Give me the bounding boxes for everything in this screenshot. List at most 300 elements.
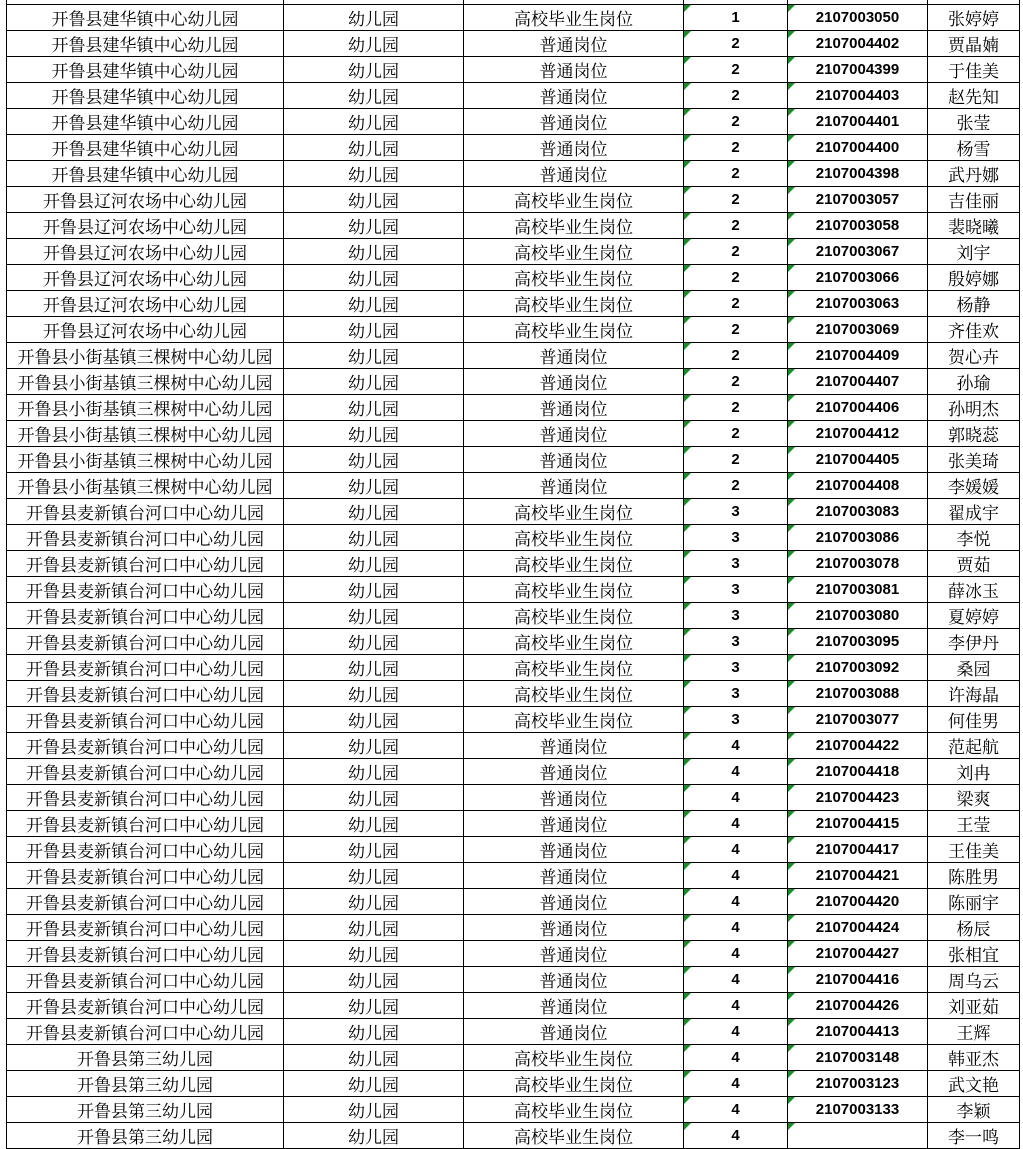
cell-position[interactable] xyxy=(464,316,684,342)
cell-count-text: 4 xyxy=(731,1100,740,1118)
cell-position[interactable] xyxy=(464,290,684,316)
cell-name[interactable] xyxy=(928,680,1020,706)
cell-exam_id-text: 2107004407 xyxy=(815,372,900,390)
cell-position[interactable] xyxy=(464,888,684,914)
cell-exam_id[interactable] xyxy=(788,56,928,82)
cell-name[interactable] xyxy=(928,654,1020,680)
cell-exam_id[interactable] xyxy=(788,758,928,784)
cell-category-text: 幼儿园 xyxy=(348,269,399,289)
cell-count[interactable] xyxy=(684,342,788,368)
cell-count[interactable] xyxy=(684,628,788,654)
table-row xyxy=(7,784,1020,810)
cell-count-text: 4 xyxy=(731,788,740,806)
cell-school[interactable] xyxy=(7,836,284,862)
cell-school[interactable] xyxy=(7,264,284,290)
cell-count[interactable] xyxy=(684,1070,788,1096)
cell-exam_id[interactable] xyxy=(788,992,928,1018)
cell-exam_id-text: 2107004402 xyxy=(815,34,900,52)
cell-exam_id[interactable] xyxy=(788,706,928,732)
cell-name[interactable] xyxy=(928,810,1020,836)
cell-school[interactable] xyxy=(7,524,284,550)
cell-name[interactable] xyxy=(928,472,1020,498)
cell-exam_id[interactable] xyxy=(788,446,928,472)
cell-count[interactable] xyxy=(684,4,788,30)
cell-school[interactable] xyxy=(7,654,284,680)
cell-name-text: 王辉 xyxy=(956,1023,991,1043)
cell-position[interactable] xyxy=(464,342,684,368)
cell-name-text: 孙明杰 xyxy=(948,399,999,419)
cell-school[interactable] xyxy=(7,1096,284,1122)
cell-exam_id[interactable] xyxy=(788,888,928,914)
cell-position[interactable] xyxy=(464,1044,684,1070)
cell-name[interactable] xyxy=(928,498,1020,524)
cell-school[interactable] xyxy=(7,914,284,940)
cell-position-text: 普通岗位 xyxy=(539,139,608,159)
cell-count[interactable] xyxy=(684,966,788,992)
cell-category[interactable] xyxy=(284,1070,464,1096)
cell-school[interactable] xyxy=(7,342,284,368)
cell-category[interactable] xyxy=(284,108,464,134)
cell-count[interactable] xyxy=(684,810,788,836)
cell-category[interactable] xyxy=(284,420,464,446)
cell-school[interactable] xyxy=(7,550,284,576)
cell-name[interactable] xyxy=(928,108,1020,134)
text-format-flag-icon xyxy=(788,473,795,480)
cell-school[interactable] xyxy=(7,4,284,30)
cell-name[interactable] xyxy=(928,940,1020,966)
cell-exam_id[interactable] xyxy=(788,836,928,862)
cell-school[interactable] xyxy=(7,186,284,212)
cell-name[interactable] xyxy=(928,4,1020,30)
cell-exam_id[interactable] xyxy=(788,940,928,966)
cell-name[interactable] xyxy=(928,238,1020,264)
cell-exam_id-text: 2107004399 xyxy=(815,60,900,78)
cell-name[interactable] xyxy=(928,446,1020,472)
cell-exam_id[interactable] xyxy=(788,134,928,160)
cell-count[interactable] xyxy=(684,654,788,680)
cell-exam_id[interactable] xyxy=(788,498,928,524)
cell-position[interactable] xyxy=(464,784,684,810)
cell-count[interactable] xyxy=(684,316,788,342)
cell-category[interactable] xyxy=(284,706,464,732)
text-format-flag-icon xyxy=(788,889,795,896)
cell-name[interactable] xyxy=(928,290,1020,316)
cell-name[interactable] xyxy=(928,576,1020,602)
cell-category[interactable] xyxy=(284,30,464,56)
cell-position[interactable] xyxy=(464,108,684,134)
cell-school[interactable] xyxy=(7,134,284,160)
text-format-flag-icon xyxy=(788,1097,795,1104)
cell-school[interactable] xyxy=(7,810,284,836)
cell-school[interactable] xyxy=(7,1070,284,1096)
cell-school[interactable] xyxy=(7,472,284,498)
cell-position[interactable] xyxy=(464,4,684,30)
cell-position[interactable] xyxy=(464,394,684,420)
cell-category[interactable] xyxy=(284,836,464,862)
text-format-flag-icon xyxy=(788,161,795,168)
cell-count[interactable] xyxy=(684,472,788,498)
cell-category[interactable] xyxy=(284,4,464,30)
cell-school[interactable] xyxy=(7,498,284,524)
cell-count[interactable] xyxy=(684,108,788,134)
cell-exam_id[interactable] xyxy=(788,342,928,368)
cell-position[interactable] xyxy=(464,628,684,654)
cell-position[interactable] xyxy=(464,966,684,992)
cell-count[interactable] xyxy=(684,160,788,186)
cell-category[interactable] xyxy=(284,82,464,108)
cell-name[interactable] xyxy=(928,914,1020,940)
cell-position[interactable] xyxy=(464,654,684,680)
cell-exam_id[interactable] xyxy=(788,524,928,550)
cell-school[interactable] xyxy=(7,82,284,108)
cell-exam_id[interactable] xyxy=(788,264,928,290)
cell-school[interactable] xyxy=(7,420,284,446)
cell-position[interactable] xyxy=(464,758,684,784)
cell-category[interactable] xyxy=(284,290,464,316)
cell-count[interactable] xyxy=(684,30,788,56)
cell-position[interactable] xyxy=(464,238,684,264)
cell-school-text: 开鲁县小街基镇三棵树中心幼儿园 xyxy=(17,425,273,445)
cell-category[interactable] xyxy=(284,550,464,576)
cell-exam_id[interactable] xyxy=(788,186,928,212)
cell-category[interactable] xyxy=(284,732,464,758)
cell-school[interactable] xyxy=(7,1122,284,1148)
cell-exam_id[interactable] xyxy=(788,1018,928,1044)
cell-position[interactable] xyxy=(464,498,684,524)
cell-category[interactable] xyxy=(284,160,464,186)
cell-name[interactable] xyxy=(928,602,1020,628)
cell-category[interactable] xyxy=(284,498,464,524)
cell-count[interactable] xyxy=(684,914,788,940)
cell-category[interactable] xyxy=(284,1018,464,1044)
cell-count[interactable] xyxy=(684,836,788,862)
cell-name[interactable] xyxy=(928,732,1020,758)
cell-exam_id-text: 2107004400 xyxy=(815,138,900,156)
cell-exam_id[interactable] xyxy=(788,680,928,706)
cell-exam_id[interactable] xyxy=(788,862,928,888)
cell-count[interactable] xyxy=(684,420,788,446)
cell-name[interactable] xyxy=(928,836,1020,862)
cell-category[interactable] xyxy=(284,810,464,836)
cell-count[interactable] xyxy=(684,1122,788,1148)
cell-exam_id[interactable] xyxy=(788,1096,928,1122)
cell-exam_id-text: 2107003095 xyxy=(815,632,900,650)
cell-school[interactable] xyxy=(7,394,284,420)
cell-count[interactable] xyxy=(684,82,788,108)
cell-name[interactable] xyxy=(928,1122,1020,1148)
cell-count[interactable] xyxy=(684,732,788,758)
cell-position[interactable] xyxy=(464,1096,684,1122)
cell-school[interactable] xyxy=(7,602,284,628)
cell-name[interactable] xyxy=(928,1096,1020,1122)
cell-position[interactable] xyxy=(464,186,684,212)
cell-position-text: 高校毕业生岗位 xyxy=(514,711,633,731)
cell-position[interactable] xyxy=(464,1070,684,1096)
cell-name[interactable] xyxy=(928,966,1020,992)
cell-position[interactable] xyxy=(464,576,684,602)
cell-category[interactable] xyxy=(284,212,464,238)
cell-position[interactable] xyxy=(464,56,684,82)
cell-category[interactable] xyxy=(284,940,464,966)
cell-category[interactable] xyxy=(284,316,464,342)
cell-exam_id[interactable] xyxy=(788,784,928,810)
cell-count[interactable] xyxy=(684,706,788,732)
cell-name[interactable] xyxy=(928,420,1020,446)
cell-count[interactable] xyxy=(684,550,788,576)
cell-school[interactable] xyxy=(7,862,284,888)
cell-count[interactable] xyxy=(684,264,788,290)
cell-category[interactable] xyxy=(284,628,464,654)
cell-school[interactable] xyxy=(7,706,284,732)
cell-exam_id[interactable] xyxy=(788,82,928,108)
text-format-flag-icon xyxy=(788,57,795,64)
cell-count-text: 4 xyxy=(731,1048,740,1066)
cell-category[interactable] xyxy=(284,1044,464,1070)
cell-school[interactable] xyxy=(7,108,284,134)
cell-category[interactable] xyxy=(284,394,464,420)
cell-count[interactable] xyxy=(684,1044,788,1070)
cell-school[interactable] xyxy=(7,160,284,186)
cell-school[interactable] xyxy=(7,888,284,914)
cell-category[interactable] xyxy=(284,680,464,706)
cell-position[interactable] xyxy=(464,992,684,1018)
cell-name[interactable] xyxy=(928,82,1020,108)
cell-school[interactable] xyxy=(7,784,284,810)
cell-name[interactable] xyxy=(928,862,1020,888)
cell-school-text: 开鲁县辽河农场中心幼儿园 xyxy=(43,243,247,263)
cell-name[interactable] xyxy=(928,134,1020,160)
cell-count[interactable] xyxy=(684,992,788,1018)
cell-name[interactable] xyxy=(928,1070,1020,1096)
cell-name[interactable] xyxy=(928,1044,1020,1070)
cell-position[interactable] xyxy=(464,732,684,758)
cell-category[interactable] xyxy=(284,992,464,1018)
cell-category[interactable] xyxy=(284,758,464,784)
cell-count[interactable] xyxy=(684,186,788,212)
cell-school[interactable] xyxy=(7,238,284,264)
cell-name[interactable] xyxy=(928,394,1020,420)
cell-exam_id[interactable] xyxy=(788,108,928,134)
cell-category[interactable] xyxy=(284,966,464,992)
cell-exam_id[interactable] xyxy=(788,576,928,602)
cell-exam_id[interactable] xyxy=(788,316,928,342)
cell-name[interactable] xyxy=(928,1018,1020,1044)
cell-school[interactable] xyxy=(7,446,284,472)
cell-count[interactable] xyxy=(684,680,788,706)
cell-exam_id[interactable] xyxy=(788,602,928,628)
cell-exam_id[interactable] xyxy=(788,30,928,56)
cell-count[interactable] xyxy=(684,1018,788,1044)
cell-school[interactable] xyxy=(7,56,284,82)
cell-exam_id[interactable] xyxy=(788,368,928,394)
cell-school[interactable] xyxy=(7,992,284,1018)
cell-exam_id[interactable] xyxy=(788,420,928,446)
cell-school[interactable] xyxy=(7,628,284,654)
cell-school-text: 开鲁县第三幼儿园 xyxy=(77,1127,213,1147)
cell-position[interactable] xyxy=(464,706,684,732)
cell-position[interactable] xyxy=(464,680,684,706)
cell-count[interactable] xyxy=(684,290,788,316)
cell-exam_id[interactable] xyxy=(788,654,928,680)
cell-exam_id[interactable] xyxy=(788,732,928,758)
cell-category[interactable] xyxy=(284,238,464,264)
cell-name[interactable] xyxy=(928,628,1020,654)
cell-exam_id[interactable] xyxy=(788,472,928,498)
cell-position[interactable] xyxy=(464,1122,684,1148)
cell-exam_id[interactable] xyxy=(788,394,928,420)
cell-exam_id-text: 2107003123 xyxy=(815,1074,900,1092)
cell-school[interactable] xyxy=(7,576,284,602)
cell-category[interactable] xyxy=(284,914,464,940)
text-format-flag-icon xyxy=(788,941,795,948)
cell-name[interactable] xyxy=(928,160,1020,186)
cell-name[interactable] xyxy=(928,368,1020,394)
cell-count-text: 2 xyxy=(731,294,740,312)
cell-category[interactable] xyxy=(284,342,464,368)
cell-position[interactable] xyxy=(464,30,684,56)
cell-count[interactable] xyxy=(684,1096,788,1122)
cell-category[interactable] xyxy=(284,56,464,82)
cell-position[interactable] xyxy=(464,160,684,186)
cell-exam_id-text: 2107003067 xyxy=(815,242,900,260)
cell-count[interactable] xyxy=(684,394,788,420)
cell-name-text: 翟成宇 xyxy=(948,503,999,523)
cell-count[interactable] xyxy=(684,446,788,472)
cell-school[interactable] xyxy=(7,1044,284,1070)
cell-school[interactable] xyxy=(7,758,284,784)
cell-count[interactable] xyxy=(684,758,788,784)
cell-category[interactable] xyxy=(284,888,464,914)
cell-category[interactable] xyxy=(284,654,464,680)
cell-category[interactable] xyxy=(284,186,464,212)
cell-school-text: 开鲁县麦新镇台河口中心幼儿园 xyxy=(26,997,264,1017)
cell-category[interactable] xyxy=(284,1122,464,1148)
cell-count[interactable] xyxy=(684,862,788,888)
cell-position[interactable] xyxy=(464,82,684,108)
cell-school[interactable] xyxy=(7,316,284,342)
cell-position[interactable] xyxy=(464,212,684,238)
cell-name[interactable] xyxy=(928,888,1020,914)
cell-category[interactable] xyxy=(284,368,464,394)
cell-exam_id[interactable] xyxy=(788,914,928,940)
cell-count-text: 4 xyxy=(731,762,740,780)
cell-name[interactable] xyxy=(928,30,1020,56)
cell-count[interactable] xyxy=(684,602,788,628)
cell-position[interactable] xyxy=(464,420,684,446)
cell-exam_id[interactable] xyxy=(788,550,928,576)
cell-position[interactable] xyxy=(464,446,684,472)
cell-exam_id[interactable] xyxy=(788,212,928,238)
cell-exam_id[interactable] xyxy=(788,4,928,30)
cell-count[interactable] xyxy=(684,576,788,602)
cell-count[interactable] xyxy=(684,212,788,238)
cell-position[interactable] xyxy=(464,940,684,966)
cell-category[interactable] xyxy=(284,576,464,602)
cell-exam_id[interactable] xyxy=(788,1122,928,1148)
cell-exam_id[interactable] xyxy=(788,628,928,654)
cell-name[interactable] xyxy=(928,784,1020,810)
cell-position[interactable] xyxy=(464,914,684,940)
cell-position[interactable] xyxy=(464,862,684,888)
cell-exam_id[interactable] xyxy=(788,1070,928,1096)
cell-name[interactable] xyxy=(928,316,1020,342)
cell-count[interactable] xyxy=(684,368,788,394)
cell-school[interactable] xyxy=(7,368,284,394)
cell-position[interactable] xyxy=(464,472,684,498)
cell-position[interactable] xyxy=(464,1018,684,1044)
cell-exam_id[interactable] xyxy=(788,810,928,836)
cell-school[interactable] xyxy=(7,212,284,238)
cell-category[interactable] xyxy=(284,524,464,550)
cell-count[interactable] xyxy=(684,784,788,810)
cell-name[interactable] xyxy=(928,186,1020,212)
cell-exam_id[interactable] xyxy=(788,290,928,316)
table-row xyxy=(7,914,1020,940)
cell-category[interactable] xyxy=(284,602,464,628)
cell-exam_id-text: 2107003063 xyxy=(815,294,900,312)
cell-exam_id[interactable] xyxy=(788,1044,928,1070)
cell-count[interactable] xyxy=(684,134,788,160)
cell-name[interactable] xyxy=(928,550,1020,576)
cell-count[interactable] xyxy=(684,888,788,914)
cell-count[interactable] xyxy=(684,524,788,550)
cell-name[interactable] xyxy=(928,56,1020,82)
cell-count[interactable] xyxy=(684,238,788,264)
cell-name[interactable] xyxy=(928,992,1020,1018)
cell-category[interactable] xyxy=(284,472,464,498)
cell-category[interactable] xyxy=(284,784,464,810)
cell-name[interactable] xyxy=(928,264,1020,290)
cell-position[interactable] xyxy=(464,524,684,550)
cell-position[interactable] xyxy=(464,368,684,394)
cell-school[interactable] xyxy=(7,680,284,706)
cell-category[interactable] xyxy=(284,1096,464,1122)
cell-name[interactable] xyxy=(928,212,1020,238)
cell-name[interactable] xyxy=(928,758,1020,784)
cell-school[interactable] xyxy=(7,1018,284,1044)
cell-name-text: 武丹娜 xyxy=(948,165,999,185)
cell-position[interactable] xyxy=(464,836,684,862)
cell-position[interactable] xyxy=(464,602,684,628)
cell-count[interactable] xyxy=(684,940,788,966)
cell-school[interactable] xyxy=(7,940,284,966)
cell-category-text: 幼儿园 xyxy=(348,945,399,965)
cell-school[interactable] xyxy=(7,290,284,316)
cell-count-text: 2 xyxy=(731,476,740,494)
cell-school[interactable] xyxy=(7,30,284,56)
cell-position[interactable] xyxy=(464,264,684,290)
cell-name[interactable] xyxy=(928,524,1020,550)
cell-school[interactable] xyxy=(7,966,284,992)
cell-count[interactable] xyxy=(684,498,788,524)
cell-position[interactable] xyxy=(464,810,684,836)
cell-exam_id[interactable] xyxy=(788,966,928,992)
cell-exam_id[interactable] xyxy=(788,238,928,264)
cell-category[interactable] xyxy=(284,264,464,290)
cell-category[interactable] xyxy=(284,446,464,472)
cell-exam_id[interactable] xyxy=(788,160,928,186)
cell-category[interactable] xyxy=(284,134,464,160)
cell-position[interactable] xyxy=(464,550,684,576)
cell-name-text: 桑园 xyxy=(956,659,991,679)
cell-school[interactable] xyxy=(7,732,284,758)
cell-count[interactable] xyxy=(684,56,788,82)
cell-position[interactable] xyxy=(464,134,684,160)
text-format-flag-icon xyxy=(684,109,691,116)
cell-name[interactable] xyxy=(928,706,1020,732)
cell-name[interactable] xyxy=(928,342,1020,368)
cell-category[interactable] xyxy=(284,862,464,888)
